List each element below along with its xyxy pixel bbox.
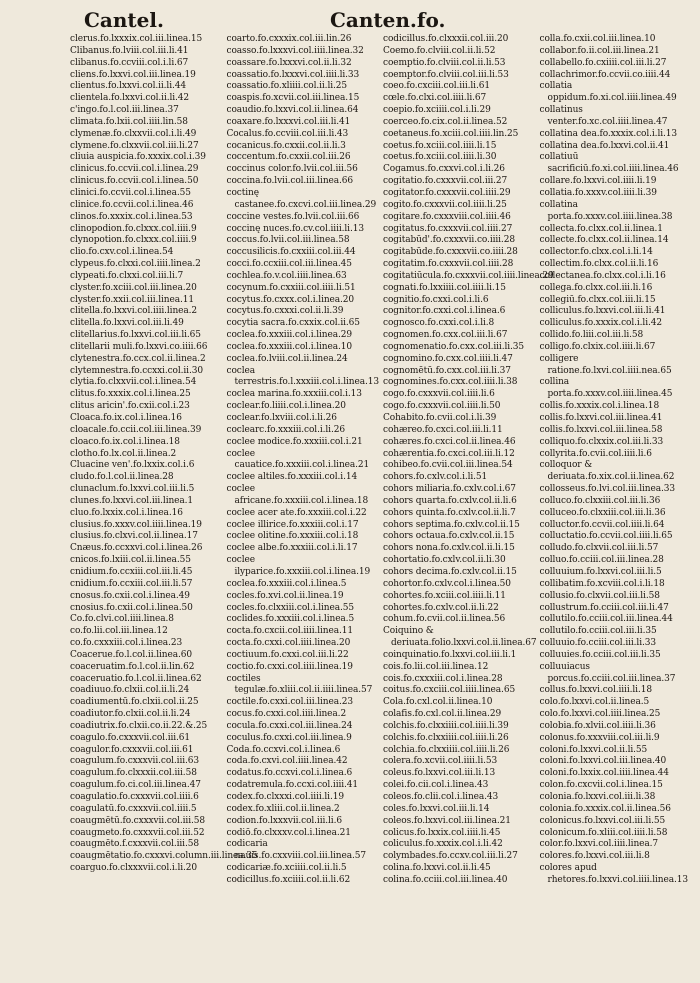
index-entry: colloquor & deriuata.fo.xix.col.ii.linea.62 xyxy=(539,460,675,483)
index-entry: coloni.fo.lxxix.col.iiii.linea.44 xyxy=(539,768,669,779)
index-entry: cognomenatio.fo.cxx.col.iii.li.35 xyxy=(383,341,525,352)
index-entry: colonia.fo.lxxvi.col.iii.li.38 xyxy=(539,792,656,802)
index-entry: cohum.fo.cvii.col.ii.linea.56 xyxy=(383,614,506,625)
index-entry: colluco.fo.clxxiii.col.iii.li.36 xyxy=(539,495,661,506)
index-entry: coclea terrestris.fo.l.xxxiii.col.i.linea.13 xyxy=(226,365,379,388)
index-entry: coclea.fo.xxxiii.col.i.linea.5 xyxy=(226,578,347,589)
index-entry: coleus.fo.lxxvi.col.iii.li.13 xyxy=(383,768,496,779)
index-entry: coagulum.fo.cxxxvii.col.iii.63 xyxy=(70,756,200,767)
index-entry: Coda.fo.ccxvi.col.i.linea.6 xyxy=(226,744,341,755)
index-entry: cocula.fo.cxxi.col.iii.linea.24 xyxy=(226,720,353,731)
header-center-catchword: Canten.fo. xyxy=(330,8,446,32)
index-entry: clytenestra.fo.ccx.col.ii.linea.2 xyxy=(70,353,206,364)
index-entry: clypeus.fo.clxxi.col.iiii.linea.2 xyxy=(70,259,201,270)
index-entry: cogo.fo.cxxxvii.col.iiii.li.50 xyxy=(383,401,501,412)
index-entry: coaugmētū.fo.cxxxvii.col.iii.58 xyxy=(70,815,205,826)
index-entry: colluctor.fo.ccvii.col.iiii.li.64 xyxy=(539,519,665,530)
index-entry: cocta.fo.cxxi.col.iiii.linea.20 xyxy=(226,638,351,649)
index-entry: cocanicus.fo.cxxii.col.ii.li.3 xyxy=(226,140,346,151)
index-entry: collecta.fo.clxx.col.ii.linea.1 xyxy=(539,223,663,234)
index-entry: cognitio.fo.cxxi.col.i.li.6 xyxy=(383,294,489,305)
index-entry: codatremula.fo.ccxi.col.iiii.41 xyxy=(226,780,359,791)
index-entry: collachrimor.fo.ccvii.co.iiii.44 xyxy=(539,69,671,80)
index-entry: colo.fo.lxxvi.col.iiii.linea.25 xyxy=(539,709,661,720)
index-entry: cnosius.fo.cxii.col.i.linea.50 xyxy=(70,602,193,613)
index-entry: collabello.fo.cxiiii.col.iii.li.27 xyxy=(539,57,667,68)
index-entry: cohors decima.fo.cxlv.col.ii.15 xyxy=(383,566,517,577)
index-entry: collector.fo.clxx.col.i.li.14 xyxy=(539,247,653,258)
index-entry: cludo.fo.l.col.ii.linea.28 xyxy=(70,472,174,483)
index-entry: collis.fo.lxxvi.col.iii.linea.41 xyxy=(539,413,663,423)
index-entry: coadiutrix.fo.clxii.co.ii.22.&.25 xyxy=(70,720,208,731)
index-entry: Cogamus.fo.cxxvi.col.i.li.26 xyxy=(383,164,505,175)
index-entry: cohors septima.fo.cxlv.col.ii.15 xyxy=(383,519,520,530)
index-entry: coadiumentū.fo.clxii.col.ii.25 xyxy=(70,697,199,708)
index-entry: colluuiacus porcus.fo.cciii.col.iii.linea.37 xyxy=(539,661,676,684)
index-entry: coccinus color.fo.lvii.col.iii.56 xyxy=(226,164,358,175)
index-entry: cnidium.fo.ccxiii.col.iii.li.45 xyxy=(70,566,193,577)
index-entry: cloacale.fo.ccii.col.iii.linea.39 xyxy=(70,424,202,435)
index-entry: cocynum.fo.cxxiii.col.iiii.li.51 xyxy=(226,282,356,293)
index-entry: clibanus.fo.ccviii.col.i.li.67 xyxy=(70,57,189,68)
index-entry: collatina dea.fo.lxxvi.col.ii.41 xyxy=(539,140,670,151)
index-entry: clunes.fo.lxxvi.col.iii.linea.1 xyxy=(70,495,194,506)
index-entry: coclee illirice.fo.xxxiii.col.i.17 xyxy=(226,519,359,530)
index-entry: cliens.fo.lxxvi.col.iii.linea.19 xyxy=(70,69,196,80)
index-entry: collyrita.fo.cvii.col.iiii.li.6 xyxy=(539,448,652,459)
index-entry: Cnæus.fo.ccxxvi.col.i.linea.26 xyxy=(70,543,203,554)
index-entry: cogitatiūcula.fo.cxxxvii.col.iiii.linea.29 xyxy=(383,270,554,281)
index-entry: clytemnestra.fo.ccxxi.col.ii.30 xyxy=(70,365,203,376)
index-entry: coaugmeto.fo.cxxxvii.col.iii.52 xyxy=(70,827,205,838)
index-entry: clerus.fo.lxxxix.col.iii.linea.15 xyxy=(70,34,203,44)
index-entry: coepio.fo.xciiii.col.i.li.29 xyxy=(383,105,491,116)
index-entry: coctile.fo.cxxi.col.iii.linea.23 xyxy=(226,697,353,708)
index-entry: codatus.fo.ccxvi.col.i.linea.6 xyxy=(226,768,353,779)
index-entry: cocci.fo.ccxiii.col.iii.linea.45 xyxy=(226,259,352,270)
index-entry: colicus.fo.lxxix.col.iiii.li.45 xyxy=(383,827,501,838)
index-entry: codicaria nauis.fo.cxxviii.col.iii.linea.57 xyxy=(226,839,366,862)
index-entry: c'ingo.fo.l.col.iii.linea.37 xyxy=(70,105,179,116)
index-entry: collecte.fo.clxx.col.ii.linea.14 xyxy=(539,235,669,246)
index-entry: clitus.fo.xxxix.col.i.linea.25 xyxy=(70,389,191,400)
index-entry: cois.fo.lii.col.iii.linea.12 xyxy=(383,661,489,672)
index-entry: collina porta.fo.xxxv.col.iiii.linea.45 xyxy=(539,377,673,400)
index-entry: coaceruatio.fo.l.col.ii.linea.62 xyxy=(70,673,202,684)
index-entry: clio.fo.cxv.col.i.linea.54 xyxy=(70,247,174,258)
index-entry: collutilo.fo.cciii.col.iii.linea.44 xyxy=(539,614,673,625)
index-column-4 xyxy=(540,34,697,978)
index-entry: coles.fo.lxxvi.col.iii.li.14 xyxy=(383,803,490,814)
index-entry: coclee ilyparice.fo.xxxiii.col.i.linea.19 xyxy=(226,555,371,577)
index-entry: coclides.fo.xxxiii.col.i.linea.5 xyxy=(226,614,355,625)
index-entry: coagulo.fo.cxxxvii.col.iii.61 xyxy=(70,732,191,743)
index-entry: coleos.fo.lxxvi.col.iii.linea.21 xyxy=(383,815,511,826)
index-entry: colliculus.fo.xxxix.col.i.li.42 xyxy=(539,318,662,329)
index-entry: Clibanus.fo.lviii.col.iii.li.41 xyxy=(70,45,189,56)
index-entry: cocles.fo.clxxiii.col.i.linea.55 xyxy=(226,602,354,613)
index-entry: collus.fo.lxxvi.col.iiii.li.18 xyxy=(539,685,652,696)
index-entry: coliculus.fo.xxxix.col.i.li.42 xyxy=(383,839,503,850)
index-entry: coctiuum.fo.cxxi.col.iii.li.22 xyxy=(226,649,349,660)
index-entry: clunaclum.fo.lxxvi.col.iii.li.5 xyxy=(70,484,195,495)
index-entry: colchis.fo.clxxiiii.col.iiii.li.39 xyxy=(383,720,509,731)
index-entry: cohortor.fo.cxlv.col.i.linea.50 xyxy=(383,578,511,589)
index-entry: cogitatio.fo.cxxxvii.col.iii.27 xyxy=(383,176,508,187)
index-entry: coagulatio.fo.cxxxvii.col.iiii.6 xyxy=(70,792,199,802)
index-entry: Co.fo.clvi.col.iiii.linea.8 xyxy=(70,614,174,625)
index-entry: coemptio.fo.clviii.col.ii.li.53 xyxy=(383,57,506,68)
index-entry: colliquo.fo.clxxix.col.iii.li.33 xyxy=(539,436,664,447)
index-entry: coclee acer ate.fo.xxxiii.col.i.22 xyxy=(226,507,367,518)
index-entry: coitus.fo.cxciii.col.iiii.linea.65 xyxy=(383,685,516,696)
index-entry: coctio.fo.cxxi.col.iiii.linea.19 xyxy=(226,661,353,672)
index-entry: coclear.fo.lxviii.col.i.li.26 xyxy=(226,413,337,423)
index-entry: coassare.fo.lxxxvi.col.ii.li.32 xyxy=(226,57,352,68)
index-entry: colligere ratione.fo.lxvi.col.iiii.nea.65 xyxy=(539,353,672,376)
index-entry: cocta.fo.cxcii.col.iiii.linea.11 xyxy=(226,626,354,637)
index-entry: Coemo.fo.clviii.col.ii.li.52 xyxy=(383,45,496,56)
index-entry: coagulor.fo.cxxxvii.col.iii.61 xyxy=(70,744,194,755)
index-entry: collabor.fo.ii.col.iii.linea.21 xyxy=(539,45,660,56)
index-entry: co.fo.cxxxiii.col.i.linea.23 xyxy=(70,638,183,649)
index-entry: cognati.fo.lxxiiii.col.iiii.li.15 xyxy=(383,282,506,293)
index-entry: colla.fo.cxii.col.iii.linea.10 xyxy=(539,34,656,44)
index-entry: colina.fo.lxxvi.col.ii.li.45 xyxy=(383,863,491,874)
index-entry: cohors.fo.cxlv.col.i.li.51 xyxy=(383,472,488,483)
index-entry: co.fo.lii.col.iii.linea.12 xyxy=(70,626,168,637)
index-entry: collatia oppidum.fo.xi.col.iiii.linea.49 xyxy=(539,81,677,104)
index-entry: cognitor.fo.cxxi.col.i.linea.6 xyxy=(383,306,506,317)
index-column-3 xyxy=(383,34,554,978)
index-entry: collatia.fo.xxxv.col.iiii.li.39 xyxy=(539,187,657,198)
index-entry: coclea.fo.xxxiii.col.i.linea.29 xyxy=(226,330,353,341)
index-entry: cognomines.fo.cxx.col.iiii.li.38 xyxy=(383,377,518,388)
index-entry: clinicus.fo.ccvii.col.i.linea.50 xyxy=(70,176,199,187)
index-entry: cognomen.fo.cxx.col.iii.li.67 xyxy=(383,330,508,341)
index-entry: coloni.fo.lxxvi.col.iii.linea.40 xyxy=(539,756,667,767)
index-entry: cluo.fo.lxxix.col.i.linea.16 xyxy=(70,507,183,518)
index-entry: collega.fo.clxx.col.iii.li.16 xyxy=(539,282,653,293)
index-entry: cognomino.fo.cxx.col.iiii.li.47 xyxy=(383,353,513,364)
index-entry: codex.fo.xliii.col.ii.linea.2 xyxy=(226,803,340,814)
index-entry: collustrum.fo.cciii.col.iii.li.47 xyxy=(539,602,669,613)
index-entry: collectim.fo.clxx.col.ii.li.16 xyxy=(539,259,659,270)
index-entry: cnosus.fo.cxii.col.i.linea.49 xyxy=(70,590,190,601)
index-entry: coarto.fo.cxxxix.col.iii.lin.26 xyxy=(226,34,352,44)
index-entry: codex.fo.clxxxi.col.iiii.li.19 xyxy=(226,792,344,802)
index-entry: clyster.fo.xxii.col.iii.linea.11 xyxy=(70,294,195,305)
index-entry: Cluacine ven'.fo.lxxix.col.i.6 xyxy=(70,460,195,471)
index-entry: coclee olitine.fo.xxxiii.col.i.18 xyxy=(226,531,359,542)
index-entry: cogitabūde.fo.cxxxvii.co.iiii.28 xyxy=(383,247,518,258)
index-entry: cohæres.fo.cxci.col.ii.linea.46 xyxy=(383,436,516,447)
index-entry: cocus.fo.cxxi.col.iiii.linea.2 xyxy=(226,709,347,720)
index-entry: cohærentia.fo.cxci.col.iii.li.12 xyxy=(383,448,515,459)
index-entry: colores.fo.lxxvi.col.iii.li.8 xyxy=(539,851,650,862)
index-entry: cochlea.fo.v.col.iiii.linea.63 xyxy=(226,270,347,281)
index-entry: Cloaca.fo.ix.col.i.linea.16 xyxy=(70,413,182,423)
index-entry: clynopotion.fo.clxxx.col.iiii.9 xyxy=(70,235,197,246)
index-entry: colluo.fo.cciii.col.iii.linea.28 xyxy=(539,555,664,566)
index-entry: collido.fo.liii.col.iii.li.58 xyxy=(539,330,644,341)
index-entry: coccus.fo.lvii.col.iii.linea.58 xyxy=(226,235,350,246)
index-entry: clyster.fo.xciii.col.iii.linea.20 xyxy=(70,282,197,293)
index-entry: collutilo.fo.cciii.col.iii.li.35 xyxy=(539,626,657,637)
index-entry: colo.fo.lxxvi.col.ii.linea.5 xyxy=(539,697,650,708)
index-entry: Coacerue.fo.l.col.ii.linea.60 xyxy=(70,649,192,660)
index-entry: colymbades.fo.ccxv.col.iii.li.27 xyxy=(383,851,518,862)
index-entry: codicariæ.fo.xciiii.col.ii.li.5 xyxy=(226,863,347,874)
index-entry: coccusilicis.fo.cxxiii.col.iii.44 xyxy=(226,247,356,258)
index-entry: codicillus.fo.clxxxii.col.iii.20 xyxy=(383,34,509,44)
index-entry: coemptor.fo.clviii.col.iii.li.53 xyxy=(383,69,509,80)
index-entry: coclee altiles.fo.xxxiii.col.i.14 xyxy=(226,472,358,483)
index-entry: cohortes.fo.cxlv.col.ii.li.22 xyxy=(383,602,499,613)
index-entry: codion.fo.lxxxvii.col.iii.li.6 xyxy=(226,815,342,826)
index-entry: colei.fo.cii.col.i.linea.43 xyxy=(383,780,489,791)
index-entry: colluuium.fo.lxxvi.col.iii.li.5 xyxy=(539,566,662,577)
index-entry: colchis.fo.clxxiiii.col.iiii.li.26 xyxy=(383,732,509,743)
index-entry: collibatim.fo.xcviii.col.i.li.18 xyxy=(539,578,665,589)
index-entry: coctiles tegulæ.fo.xliii.col.ii.iiii.linea.57 xyxy=(226,673,373,696)
index-entry: coccina.fo.lvii.col.iii.linea.66 xyxy=(226,176,354,187)
index-column-1 xyxy=(70,34,258,978)
index-entry: collosseus.fo.lvi.col.iii.linea.33 xyxy=(539,484,675,495)
index-entry: collegiū.fo.clxx.col.iii.li.15 xyxy=(539,294,656,305)
index-entry: collatina porta.fo.xxxv.col.iiii.linea.38 xyxy=(539,199,673,222)
index-entry: cœle.fo.clxi.col.iiii.li.67 xyxy=(383,93,487,104)
index-entry: colluuio.fo.cciii.col.iii.li.33 xyxy=(539,638,657,649)
index-entry: Cocalus.fo.ccviii.col.iii.li.43 xyxy=(226,128,349,139)
index-entry: colluctatio.fo.ccvii.col.iiii.li.65 xyxy=(539,531,673,542)
index-entry: cogitator.fo.cxxxvii.col.iiii.29 xyxy=(383,187,511,198)
index-entry: clitellarius.fo.lxxvi.col.iii.li.65 xyxy=(70,330,201,341)
index-entry: cohors quinta.fo.cxlv.col.ii.li.7 xyxy=(383,507,516,518)
index-entry: coeo.fo.cxciii.col.iii.li.61 xyxy=(383,81,490,92)
index-entry: coaugmētatio.fo.cxxxvi.column.iii.linea.35 xyxy=(70,851,258,862)
index-entry: clymene.fo.clxxvii.col.iii.li.27 xyxy=(70,140,199,151)
index-entry: collatinus venter.fo.xc.col.iiii.linea.47 xyxy=(539,105,668,127)
index-entry: colliculus.fo.lxxvi.col.iii.li.41 xyxy=(539,306,666,317)
index-entry: colonus.fo.xxxviii.col.iii.li.9 xyxy=(539,732,660,743)
index-entry: codicillus.fo.xciiii.col.ii.li.62 xyxy=(226,874,351,885)
index-entry: coculus.fo.cxxi.col.iii.linea.9 xyxy=(226,732,352,743)
index-entry: clytia.fo.clxxvii.col.i.linea.54 xyxy=(70,377,197,388)
index-entry: cognosco.fo.cxxi.col.i.li.8 xyxy=(383,318,495,329)
index-entry: clinici.fo.ccvii.col.i.linea.55 xyxy=(70,187,191,198)
index-entry: clientela.fo.lxxvi.col.ii.li.42 xyxy=(70,93,190,104)
index-entry: coloni.fo.lxxvi.col.ii.li.55 xyxy=(539,744,648,755)
index-columns xyxy=(70,34,696,978)
index-entry: coccinę nuces.fo.cv.col.iiii.li.13 xyxy=(226,223,364,234)
index-entry: cohors nona.fo.cxlv.col.ii.li.15 xyxy=(383,543,515,554)
index-entry: collatina dea.fo.xxxix.col.i.li.13 xyxy=(539,128,678,139)
index-entry: coetus.fo.xciii.col.iiii.li.30 xyxy=(383,152,497,163)
index-entry: coagulum.fo.clxxxii.col.iii.58 xyxy=(70,768,197,779)
index-entry: clitella.fo.lxxvi.col.iii.li.49 xyxy=(70,318,184,329)
index-entry: coccentum.fo.cxxii.col.iii.26 xyxy=(226,152,351,163)
index-entry: clymenæ.fo.clxxvii.col.i.li.49 xyxy=(70,128,197,139)
index-entry: colonicus.fo.lxxvi.col.iii.li.55 xyxy=(539,815,666,826)
index-entry: coassatio.fo.xliiii.col.ii.li.25 xyxy=(226,81,348,92)
index-entry: colonia.fo.xxxix.col.ii.linea.56 xyxy=(539,803,671,814)
index-entry: coetus.fo.xciii.col.iiii.li.15 xyxy=(383,140,497,151)
index-entry: cohortes.fo.xciii.col.iiii.li.11 xyxy=(383,590,506,601)
index-entry: cohortatio.fo.cxlv.col.ii.li.30 xyxy=(383,555,506,566)
index-entry: coadiuuo.fo.clxii.col.ii.li.24 xyxy=(70,685,190,696)
index-entry: coassatio.fo.lxxxvi.col.iiii.li.33 xyxy=(226,69,360,80)
index-entry: colina.fo.cciii.col.iii.linea.40 xyxy=(383,874,508,885)
index-entry: clinice.fo.ccvii.col.i.linea.46 xyxy=(70,199,194,210)
index-entry: colonicum.fo.xliii.col.iiii.li.58 xyxy=(539,827,668,838)
index-entry: cocytia sacra.fo.cxxix.col.ii.65 xyxy=(226,318,360,329)
index-entry: cocytus.fo.cxxx.col.i.linea.20 xyxy=(226,294,355,305)
index-entry: clinicus.fo.ccvii.col.i.linea.29 xyxy=(70,164,199,175)
index-entry: cohors miliaria.fo.cxlv.col.i.67 xyxy=(383,484,516,495)
index-entry: Cohabito.fo.cvii.col.i.li.39 xyxy=(383,413,497,423)
index-entry: coadiutor.fo.clxii.col.ii.li.24 xyxy=(70,709,191,720)
index-entry: colera.fo.xcvii.col.iiii.li.53 xyxy=(383,756,498,767)
index-entry: collare.fo.lxxvi.col.iiii.li.19 xyxy=(539,176,657,187)
index-entry: coclee modice.fo.xxxiii.col.i.21 xyxy=(226,436,363,447)
index-entry: coaceruatim.fo.l.col.ii.lin.62 xyxy=(70,661,195,672)
index-entry: collusio.fo.clxvii.col.iii.li.58 xyxy=(539,590,660,601)
index-entry: colon.fo.cxcvii.col.i.linea.15 xyxy=(539,780,663,791)
index-entry: colludo.fo.clxvii.col.iii.li.57 xyxy=(539,543,659,554)
running-header xyxy=(0,6,700,36)
header-left-catchword: Cantel. xyxy=(84,8,164,32)
index-entry: clitella.fo.lxxvi.col.iiii.linea.2 xyxy=(70,306,198,317)
index-entry: cnicos.fo.lxiii.col.ii.linea.55 xyxy=(70,555,191,566)
index-entry: cohibeo.fo.cvii.col.iii.linea.54 xyxy=(383,460,513,471)
index-entry: cogitatus.fo.cxxxvii.col.iiii.27 xyxy=(383,223,513,234)
index-entry: coagulum.fo.ci.col.iii.linea.47 xyxy=(70,780,201,791)
index-entry: coda.fo.cxvi.col.iiii.linea.42 xyxy=(226,756,348,767)
index-entry: cois.fo.cxxxiii.col.i.linea.28 xyxy=(383,673,503,684)
index-entry: coinquinatio.fo.lxxvi.col.iii.li.1 xyxy=(383,649,517,660)
index-entry: clusius.fo.xxxv.col.iiii.linea.19 xyxy=(70,519,202,530)
index-entry: colchia.fo.clxxiiii.col.iiii.li.26 xyxy=(383,744,510,755)
index-entry: coetaneus.fo.xciii.col.iiii.lin.25 xyxy=(383,128,519,139)
index-entry: cogitabūd'.fo.cxxxvii.co.iiii.28 xyxy=(383,235,515,246)
index-entry: cogo.fo.cxxxvii.col.iiii.li.6 xyxy=(383,389,495,400)
index-entry: coaudio.fo.lxxvi.col.ii.linea.64 xyxy=(226,105,359,116)
index-entry: Coiquino & deriuata.folio.lxxvi.col.ii.linea.67 xyxy=(383,626,537,649)
index-entry: colligo.fo.clxix.col.iiii.li.67 xyxy=(539,341,656,352)
index-entry: cogito.fo.cxxxvii.col.iiii.li.25 xyxy=(383,199,507,210)
index-entry: coclee africane.fo.xxxiii.col.i.linea.18 xyxy=(226,484,369,506)
index-entry: coasso.fo.lxxxvi.col.iiii.linea.32 xyxy=(226,45,364,56)
index-entry: colores apud rhetores.fo.lxxvi.col.iiii.linea.13 xyxy=(539,863,689,885)
index-entry: collis.fo.lxxvi.col.iii.linea.58 xyxy=(539,424,663,435)
index-entry: clinos.fo.xxxix.col.i.linea.53 xyxy=(70,211,193,222)
index-entry: colafis.fo.cxl.col.ii.linea.29 xyxy=(383,709,502,720)
index-entry: cohæreo.fo.cxci.col.iii.li.11 xyxy=(383,424,503,435)
index-entry: cognomētū.fo.cxx.col.iii.li.37 xyxy=(383,365,511,376)
index-entry: coaugmēto.f.cxxxvii.col.iii.58 xyxy=(70,839,199,850)
index-entry: coclea marina.fo.xxxiii.col.i.13 xyxy=(226,389,362,400)
index-entry: coleos.fo.clii.col.i.linea.43 xyxy=(383,792,499,802)
index-entry: color.fo.lxxvi.col.iiii.linea.7 xyxy=(539,839,659,850)
index-entry: coerceo.fo.cix.col.ii.linea.52 xyxy=(383,116,508,127)
index-entry: coclea.fo.xxxiii.col.i.linea.10 xyxy=(226,341,353,352)
index-entry: cnidium.fo.ccxiii.col.iii.li.57 xyxy=(70,578,193,589)
index-entry: cloaco.fo.ix.col.i.linea.18 xyxy=(70,436,180,447)
index-entry: collis.fo.xxxix.col.i.linea.18 xyxy=(539,401,660,412)
index-entry: Cola.fo.cxl.col.ii.linea.10 xyxy=(383,697,493,708)
index-entry: cogitare.fo.cxxxviii.col.iiii.46 xyxy=(383,211,511,222)
index-entry: clusius.fo.clxvi.col.ii.linea.17 xyxy=(70,531,198,542)
index-entry: coclear.fo.liiii.col.i.linea.20 xyxy=(226,401,346,412)
index-entry: coclearc.fo.xxxiii.col.i.li.26 xyxy=(226,424,345,435)
index-entry: collectanea.fo.clxx.col.i.li.16 xyxy=(539,270,666,281)
index-entry: coclee albe.fo.xxxiii.col.i.li.17 xyxy=(226,543,358,554)
index-entry: collatiuū sacrificiū.fo.xi.col.iiii.linea.46 xyxy=(539,152,679,175)
index-entry: coclea.fo.lviii.col.ii.linea.24 xyxy=(226,353,348,364)
index-entry: coaxare.fo.lxxxvi.col.iii.li.41 xyxy=(226,116,351,127)
index-entry: coagulatū.fo.cxxxvii.col.iiii.5 xyxy=(70,803,197,814)
index-entry: cliuia auspicia.fo.xxxix.col.i.39 xyxy=(70,152,206,163)
index-entry: climata.fo.lxii.col.iiii.lin.58 xyxy=(70,116,188,127)
index-column-2 xyxy=(227,34,384,978)
index-entry: coarguo.fo.clxxxvii.col.i.li.20 xyxy=(70,863,198,874)
index-entry: clientus.fo.lxxvi.col.ii.li.44 xyxy=(70,81,187,92)
index-entry: clitus aricin'.fo.cxii.col.i.23 xyxy=(70,401,190,412)
index-entry: clitellarii muli.fo.lxxvi.co.iiii.66 xyxy=(70,341,208,352)
index-entry: coaspis.fo.xcvii.col.iii.linea.15 xyxy=(226,93,360,104)
index-entry: clypeati.fo.clxxi.col.iii.li.7 xyxy=(70,270,184,281)
index-entry: cogitatim.fo.cxxxvii.col.iiii.28 xyxy=(383,259,514,270)
index-entry: coctinę castanee.fo.cxcvi.col.iii.linea.29 xyxy=(226,187,377,210)
index-entry: colluceo.fo.clxxiii.col.iii.li.36 xyxy=(539,507,666,518)
index-entry: cocles.fo.xvi.col.ii.linea.19 xyxy=(226,590,344,601)
index-entry: colluuies.fo.cciii.col.iii.li.35 xyxy=(539,649,661,660)
index-entry: coccine vestes.fo.lvii.col.iii.66 xyxy=(226,211,360,222)
index-entry: coclee cauatice.fo.xxxiii.col.i.linea.21 xyxy=(226,448,370,471)
index-entry: cocytus.fo.cxxxi.col.ii.li.39 xyxy=(226,306,344,317)
index-entry: clinopodion.fo.clxxx.col.iiii.9 xyxy=(70,223,197,234)
index-entry: colobia.fo.xlvii.col.iiii.li.36 xyxy=(539,720,656,731)
index-entry: cohors octaua.fo.cxlv.col.ii.15 xyxy=(383,531,515,542)
index-entry: cohors quarta.fo.cxlv.col.ii.li.6 xyxy=(383,495,517,506)
index-entry: codiō.fo.clxxxv.col.i.linea.21 xyxy=(226,827,351,838)
index-entry: clotho.fo.lx.col.ii.linea.2 xyxy=(70,448,177,459)
